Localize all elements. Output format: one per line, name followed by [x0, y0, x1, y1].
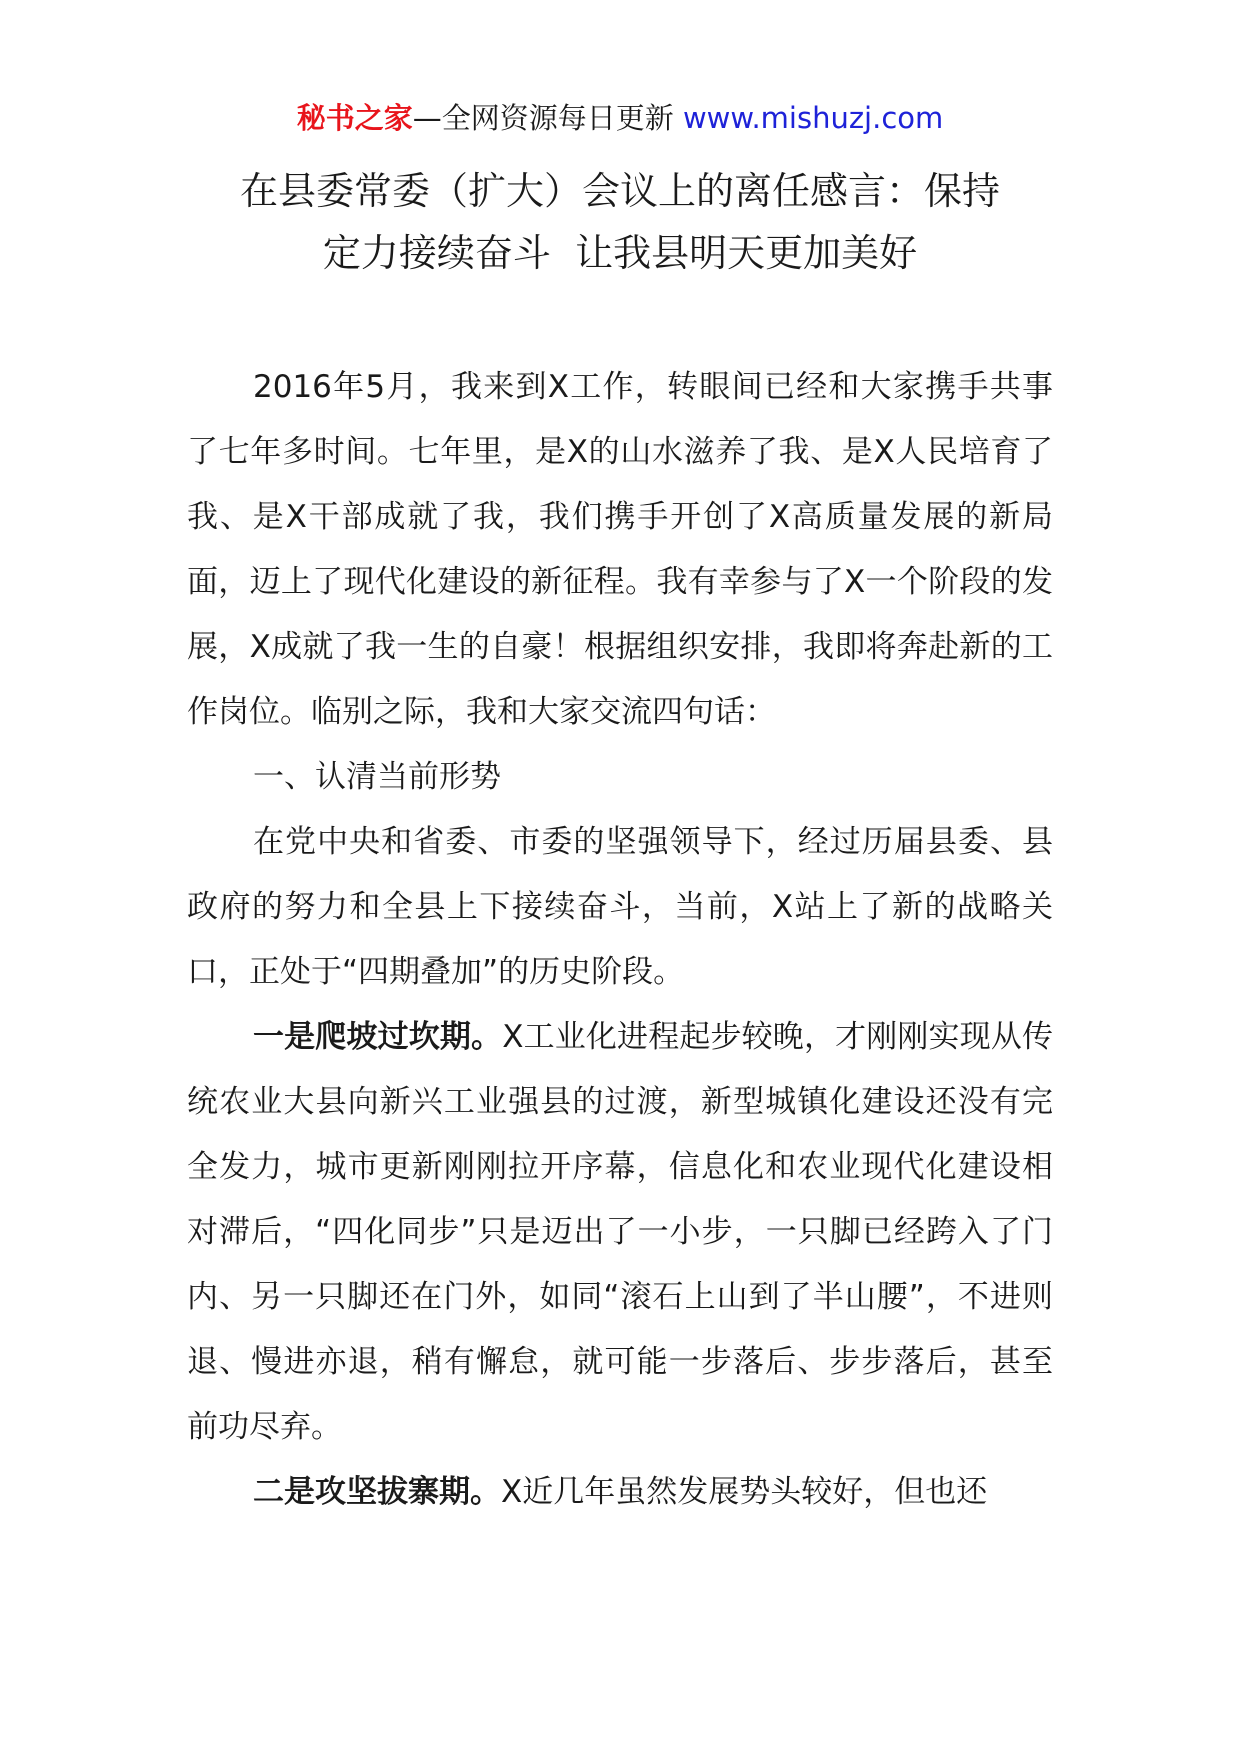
point-2-lead: 二是攻坚拔寨期。: [253, 1474, 501, 1510]
brand-name: 秘书之家: [296, 101, 413, 135]
paragraph-intro: 2016年5月，我来到X工作，转眼间已经和大家携手共事了七年多时间。七年里，是X的山水滋养了我、是X人民培育了我、是X干部成就了我，我们携手开创了X高质量发展的新局面，迈上了现代化建设的新征程。我有幸参与了X一个阶段的发展，X成就了我一生的自豪！根据组织安排，我即将奔赴新的工作岗位。临别之际，我和大家交流四句话：: [187, 369, 1053, 730]
paragraph-point-2: [187, 1460, 1053, 1525]
title-line-2: 定力接续奋斗 让我县明天更加美好: [322, 231, 918, 275]
header-tagline: —全网资源每日更新: [412, 101, 674, 135]
point-1-lead: 一是爬坡过坎期。: [253, 1019, 503, 1055]
paragraph-situation: 在党中央和省委、市委的坚强领导下，经过历届县委、县政府的努力和全县上下接续奋斗，当前，X站上了新的战略关口，正处于“四期叠加”的历史阶段。: [187, 824, 1053, 990]
site-url-link[interactable]: www.mishuzj.com: [682, 101, 944, 135]
document-body: [187, 355, 1053, 1525]
point-1-body: X工业化进程起步较晚，才刚刚实现从传统农业大县向新兴工业强县的过渡，新型城镇化建设还没有完全发力，城市更新刚刚拉开序幕，信息化和农业现代化建设相对滞后，“四化同步”只是迈出了一小步，一只脚已经跨入了门内、另一只脚还在门外，如同“滚石上山到了半山腰”，不进则退、慢进亦退，稍有懈怠，就可能一步落后、步步落后，甚至前功尽弃。: [187, 1019, 1053, 1445]
document-title: [186, 160, 1054, 284]
site-header: [0, 98, 1240, 138]
title-line-1: 在县委常委（扩大）会议上的离任感言：保持: [239, 169, 1000, 213]
paragraph-point-1: [187, 1005, 1053, 1460]
section-heading-1: 一、认清当前形势: [253, 759, 501, 795]
point-2-body: X近几年虽然发展势头较好，但也还: [501, 1474, 988, 1510]
